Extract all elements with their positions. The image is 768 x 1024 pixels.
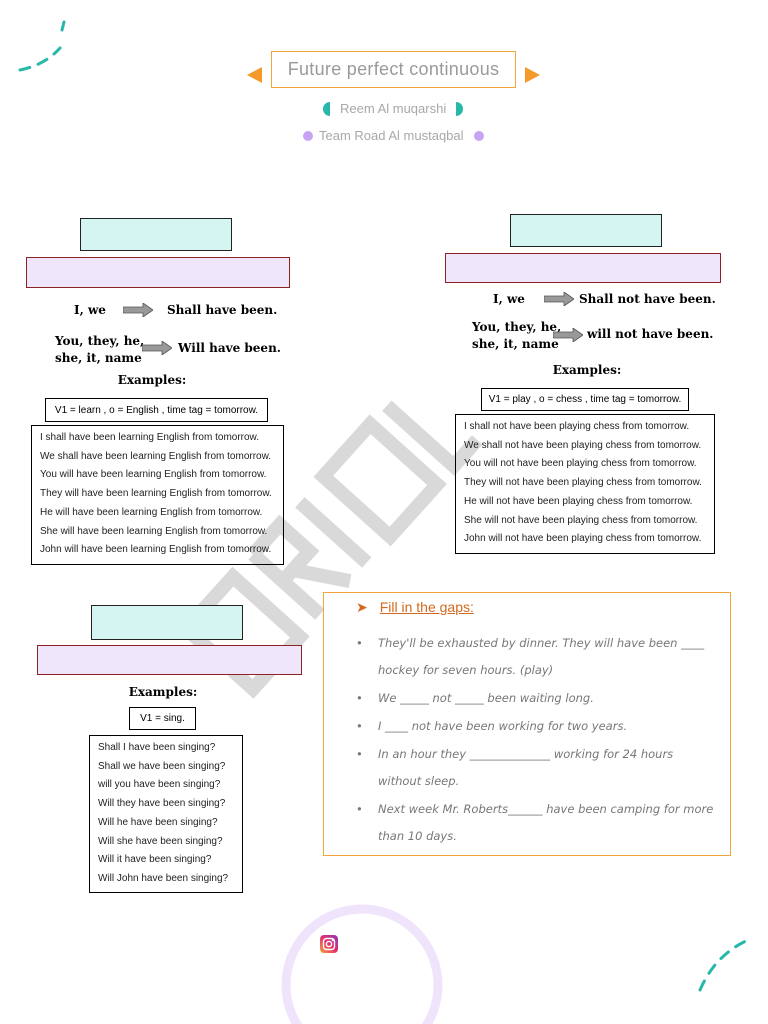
list-item: I shall have been learning English from tomorrow. [40,432,260,443]
neg-rule2-subject-2: she, it, name [472,337,559,351]
neg-rule1-verb: Shall not have been. [579,292,716,306]
arrow-right-icon [123,303,153,317]
gap-list [356,630,716,851]
list-item: John will not have been playing chess from tomorrow. [464,533,702,545]
team-name: Team Road Al mustaqbal [319,128,464,143]
list-item: Will they have been singing? [98,798,226,810]
list-item: You will not have been playing chess from tomorrow. [464,458,697,470]
neg-rule2-subject-1: You, they, he, [472,320,562,334]
list-item: He will have been learning English from tomorrow. [40,506,263,518]
fill-gaps-title-text: Fill in the gaps: [379,599,474,615]
aff-v1-note: V1 = learn , o = English , time tag = tomorrow. [45,398,268,422]
list-item: You will have been learning English from tomorrow. [40,469,267,481]
instagram-icon[interactable] [320,935,338,953]
q-examples-label: Examples: [128,685,198,699]
list-item: They will not have been playing chess from tomorrow. [464,477,702,489]
list-item: We shall not have been playing chess from tomorrow. [464,439,702,451]
left-triangle-icon [247,67,262,83]
list-item: He will not have been playing chess from tomorrow. [464,495,693,507]
list-item: Shall I have been singing? [98,742,216,753]
q-v1-note: V1 = sing. [129,707,196,730]
author-line [323,101,463,116]
half-circle-icon [456,102,463,116]
list-item: Will she have been singing? [98,835,223,847]
gap-item: • We _____ not _____ been waiting long. [356,685,716,712]
q-sentence-list [89,735,243,893]
list-item: Will he have been singing? [98,816,218,828]
author-name: Reem Al muqarshi [340,101,447,116]
affirmative-heading-box [80,218,232,251]
list-item: will you have been singing? [98,779,221,791]
aff-rule2-subject-2: she, it, name [55,351,142,365]
negative-formula-box [445,253,721,283]
dot-icon [303,131,313,141]
gap-item: • Next week Mr. Roberts______ have been camping for more than 10 days. [356,796,716,850]
list-item: She will have been learning English from tomorrow. [40,525,268,537]
list-item: Will it have been singing? [98,854,212,866]
gap-item: • In an hour they ______________ working for 24 hours without sleep. [356,741,716,795]
aff-examples-label: Examples: [117,373,187,387]
fill-gaps-title [356,599,474,616]
aff-rule2-verb: Will have been. [178,341,281,355]
list-item: John will have been learning English from tomorrow. [40,544,272,556]
list-item: We shall have been learning English from tomorrow. [40,450,272,462]
list-item: I shall not have been playing chess from tomorrow. [464,421,690,432]
dot-icon [474,131,484,141]
question-formula-box [37,645,302,675]
half-circle-icon [323,102,330,116]
neg-rule2-verb: will not have been. [587,327,714,341]
list-item: Will John have been singing? [98,872,229,884]
aff-rule2-subject-1: You, they, he, [55,334,145,348]
affirmative-formula-box [26,257,290,288]
arrow-right-icon [544,292,574,306]
list-item: They will have been learning English from tomorrow. [40,488,272,500]
neg-v1-note: V1 = play , o = chess , time tag = tomorrow. [481,388,689,411]
arrow-right-icon [553,328,583,342]
gap-item: • I ____ not have been working for two years. [356,713,716,740]
list-item: She will not have been playing chess from tomorrow. [464,514,698,526]
page-title: Future perfect continuous [271,51,516,88]
aff-rule1-subject: I, we [74,303,106,317]
aff-sentence-list [31,425,284,565]
aff-rule1-verb: Shall have been. [167,303,278,317]
list-item: Shall we have been singing? [98,760,226,772]
negative-heading-box [510,214,662,247]
neg-examples-label: Examples: [552,363,622,377]
gap-item: • They'll be exhausted by dinner. They will have been ____ hockey for seven hours. (play) [356,630,716,684]
neg-sentence-list [455,414,715,554]
arrow-right-icon [142,341,172,355]
right-triangle-icon [525,67,540,83]
question-heading-box [91,605,243,640]
arrow-bullet-icon: ➤ [356,599,368,615]
team-line [303,128,484,143]
neg-rule1-subject: I, we [493,292,525,306]
